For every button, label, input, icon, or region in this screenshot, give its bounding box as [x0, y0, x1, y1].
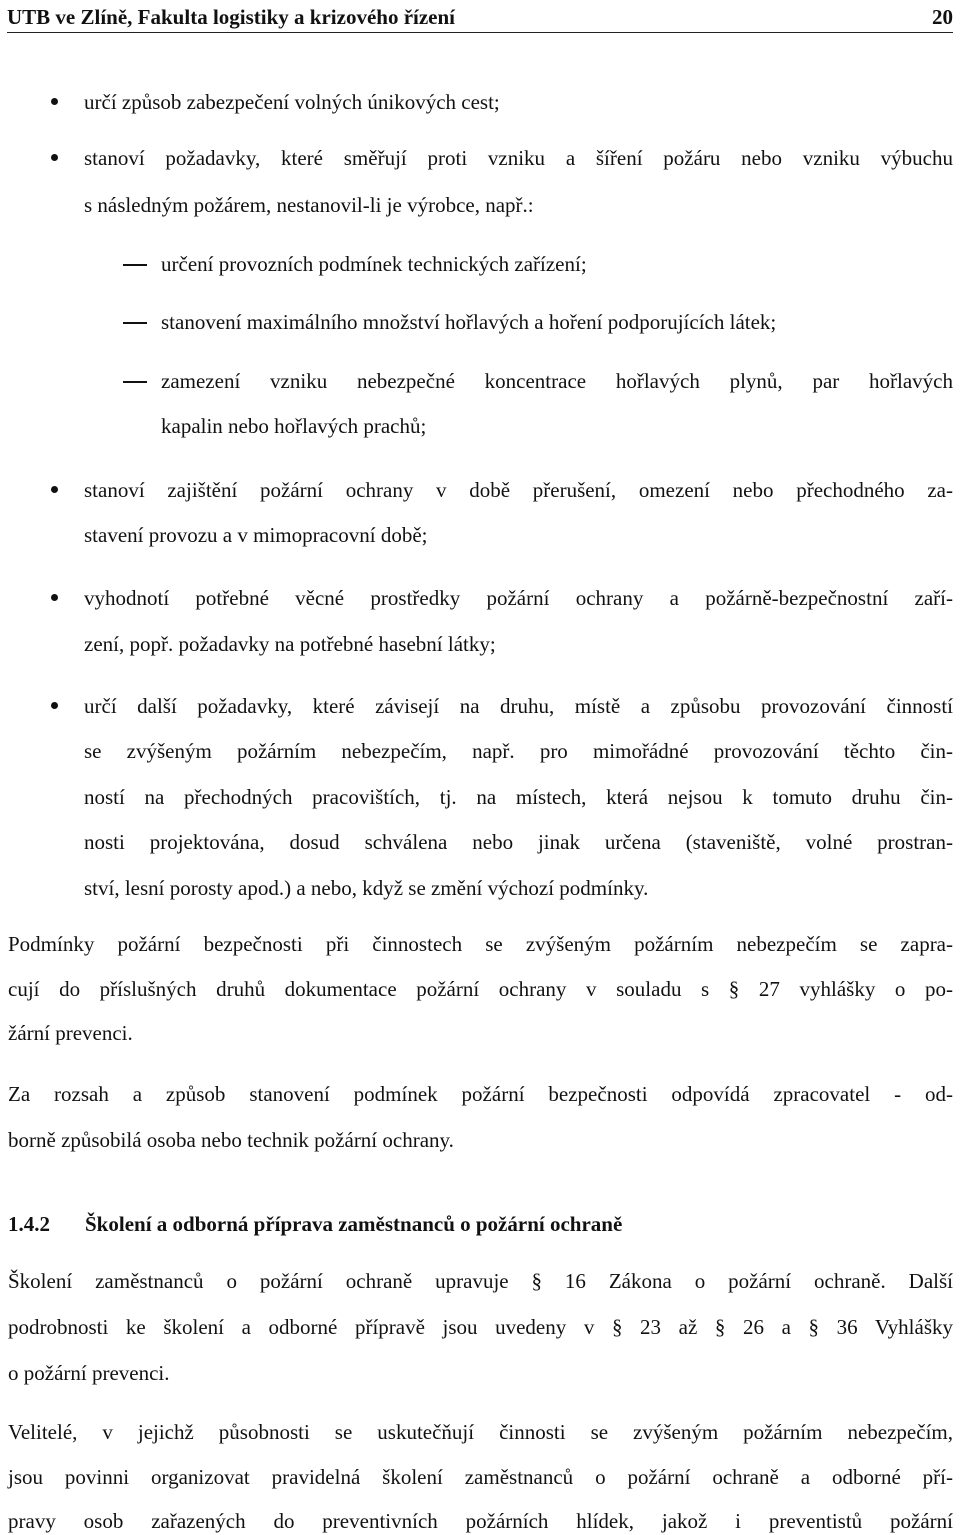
- dash-3-line-1: zamezení vzniku nebezpečné koncentrace hořlavých plynů, par hořlavých: [161, 369, 953, 393]
- paragraph-2-line-1: Za rozsah a způsob stanovení podmínek požární bezpečnosti odpovídá zpracovatel - od-: [8, 1082, 953, 1106]
- bullet-4-line-1: vyhodnotí potřebné věcné prostředky požární ochrany a požárně-bezpečnostní zaří-: [84, 586, 953, 610]
- paragraph-4-line-3: pravy osob zařazených do preventivních požárních hlídek, jakož i preventistů požární: [8, 1509, 953, 1533]
- paragraph-4-line-2: jsou povinni organizovat pravidelná školení zaměstnanců o požární ochraně a odborné pří-: [8, 1465, 953, 1489]
- bullet-5-line-4: nosti projektována, dosud schválena nebo jinak určena (staveniště, volné prostran-: [84, 830, 953, 854]
- paragraph-1-line-2: cují do příslušných druhů dokumentace požární ochrany v souladu s § 27 vyhlášky o po-: [8, 977, 953, 1001]
- dash-icon: [123, 264, 147, 266]
- dash-icon: [123, 381, 147, 383]
- paragraph-3-line-1: Školení zaměstnanců o požární ochraně upravuje § 16 Zákona o požární ochraně. Další: [8, 1269, 953, 1293]
- bullet-5-line-5: ství, lesní porosty apod.) a nebo, když se změní výchozí podmínky.: [84, 876, 649, 900]
- paragraph-1-line-1: Podmínky požární bezpečnosti při činnostech se zvýšeným požárním nebezpečím se zapra-: [8, 932, 953, 956]
- bullet-icon: [51, 594, 58, 601]
- bullet-2-line-1: stanoví požadavky, které směřují proti vzniku a šíření požáru nebo vzniku výbuchu: [84, 146, 953, 170]
- bullet-2-line-2: s následným požárem, nestanovil-li je výrobce, např.:: [84, 193, 534, 217]
- bullet-3-line-1: stanoví zajištění požární ochrany v době přerušení, omezení nebo přechodného za-: [84, 478, 953, 502]
- paragraph-4-line-1: Velitelé, v jejichž působnosti se uskutečňují činnosti se zvýšeným požárním nebezpečím,: [8, 1420, 953, 1444]
- header-title: UTB ve Zlíně, Fakulta logistiky a krizového řízení: [7, 5, 456, 29]
- bullet-icon: [51, 154, 58, 161]
- bullet-icon: [51, 486, 58, 493]
- bullet-5-line-1: určí další požadavky, které závisejí na druhu, místě a způsobu provozování činností: [84, 694, 953, 718]
- bullet-1-line-1: určí způsob zabezpečení volných únikových cest;: [84, 90, 500, 114]
- dash-2-line-1: stanovení maximálního množství hořlavých a hoření podporujících látek;: [161, 310, 777, 334]
- paragraph-1-line-3: žární prevenci.: [8, 1021, 133, 1045]
- section-title: Školení a odborná příprava zaměstnanců o požární ochraně: [85, 1212, 623, 1236]
- page-number: 20: [932, 5, 953, 29]
- dash-1-line-1: určení provozních podmínek technických zařízení;: [161, 252, 587, 276]
- bullet-5-line-2: se zvýšeným požárním nebezpečím, např. pro mimořádné provozování těchto čin-: [84, 739, 953, 763]
- bullet-5-line-3: ností na přechodných pracovištích, tj. na místech, která nejsou k tomuto druhu čin-: [84, 785, 953, 809]
- paragraph-3-line-3: o požární prevenci.: [8, 1361, 170, 1385]
- page-header: [7, 4, 953, 33]
- section-number: 1.4.2: [8, 1212, 50, 1236]
- dash-3-line-2: kapalin nebo hořlavých prachů;: [161, 414, 427, 438]
- bullet-4-line-2: zení, popř. požadavky na potřebné hasební látky;: [84, 632, 496, 656]
- paragraph-2-line-2: borně způsobilá osoba nebo technik požární ochrany.: [8, 1128, 454, 1152]
- bullet-icon: [51, 98, 58, 105]
- bullet-3-line-2: stavení provozu a v mimopracovní době;: [84, 523, 428, 547]
- paragraph-3-line-2: podrobnosti ke školení a odborné přípravě jsou uvedeny v § 23 až § 26 a § 36 Vyhlášky: [8, 1315, 953, 1339]
- dash-icon: [123, 322, 147, 324]
- bullet-icon: [51, 702, 58, 709]
